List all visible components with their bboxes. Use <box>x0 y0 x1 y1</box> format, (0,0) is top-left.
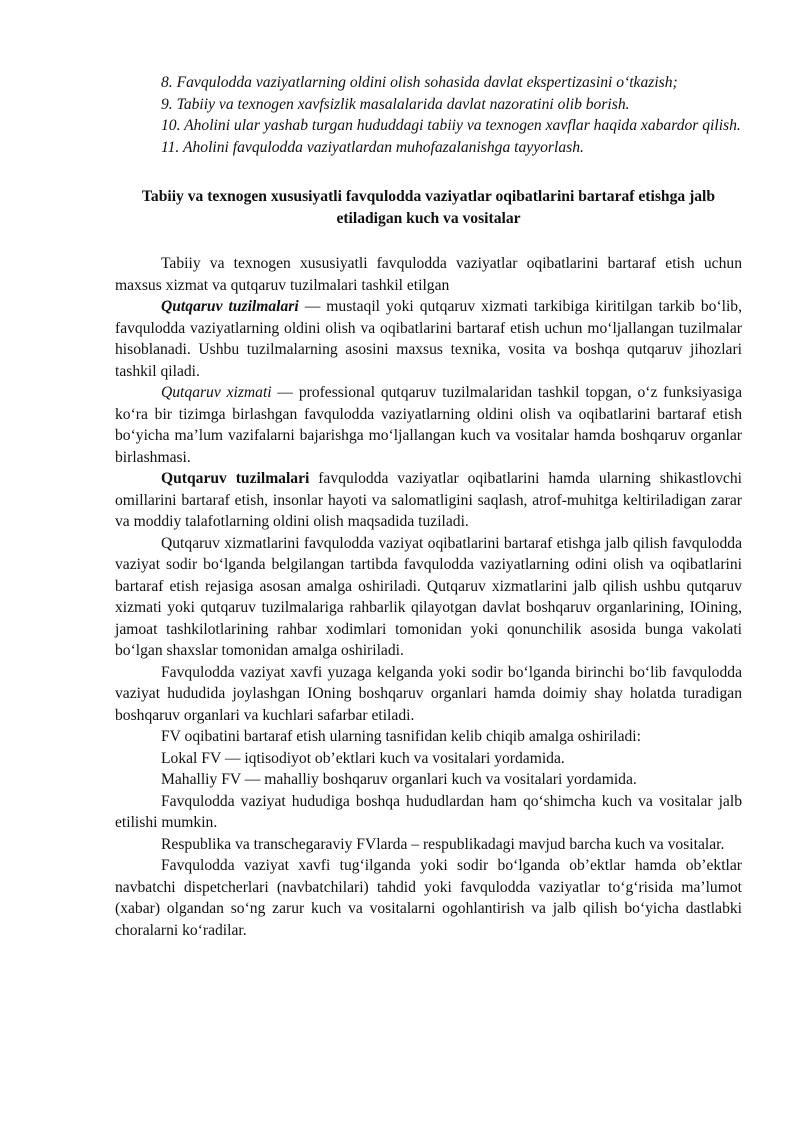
list-item-9: 9. Tabiiy va texnogen xavfsizlik masalalarida davlat nazoratini olib borish. <box>161 95 630 113</box>
list-item-8: 8. Favqulodda vaziyatlarning oldini olish sohasida davlat ekspertizasini o‘tkazish; <box>161 74 678 91</box>
paragraph-dispatchers: Favqulodda vaziyat xavfi tug‘ilganda yoki sodir bo‘lganda ob’ektlar hamda ob’ektlar navbatchi dispetcherlari (navbatchilari) tahdid yoki favqulodda vaziyatlar to‘g‘risida ma’lumot (xabar) olgandan so‘ng zarur kuch va vositalarni ogohlantirish va jalb qilish bo‘yicha dastlabki choralarni ko‘radilar. <box>115 857 742 939</box>
definition-rescue-units: — mustaqil yoki qutqaruv xizmati tarkibiga kiritilgan tarkib bo‘lib, favqulodda vaziyatlarning oldini olish va oqibatlarini bartaraf etish uchun mo‘ljallangan tuzilmalar hisoblanadi. Ushbu tuzilmalarning asosini maxsus texnika, vosita va boshqa qutqaruv jihozlari tashkil qiladi. <box>115 298 742 380</box>
paragraph-engagement: Qutqaruv xizmatlarini favqulodda vaziyat oqibatlarini bartaraf etishga jalb qilish favqulodda vaziyat sodir bo‘lganda belgilangan tartibda favqulodda vaziyatlarning odini olish va oqibatlarini bartaraf etish rejasiga asosan amalga oshiriladi. Qutqaruv xizmatlarini jalb qilish ushbu qutqaruv xizmati yoki qutqaruv tuzilmalariga rahbarlik qilayotgan davlat boshqaruv organlarining, IOining, jamoat tashkilotlarining rahbar xodimlari tomonidan yoki qonunchilik asosida bunga vakolati bo‘lgan shaxslar tomonidan amalga oshiriladi. <box>115 534 742 659</box>
section-heading: Tabiiy va texnogen xususiyatli favqulodda vaziyatlar oqibatlarini bartaraf etishga jalb etiladigan kuch va vositalar <box>141 188 716 227</box>
paragraph-republic: Respublika va transchegaraviy FVlarda – respublikadagi mavjud barcha kuch va vositalar. <box>161 835 725 853</box>
purpose-rescue-units: favqulodda vaziyatlar oqibatlarini hamda ularning shikastlovchi omillarini bartaraf etish, insonlar hayoti va salomatligini saqlash, atrof-muhitga keltiriladigan zarar va moddiy talafotlarning oldini olish maqsadida tuziladi. <box>115 470 742 530</box>
document-page <box>115 72 742 941</box>
paragraph-rescue-units-definition <box>115 296 742 382</box>
paragraph-local: Lokal FV — iqtisodiyot ob’ektlari kuch va vositalari yordamida. <box>161 749 565 767</box>
term-rescue-units-bold: Qutqaruv tuzilmalari <box>161 470 310 487</box>
list-item-10: 10. Aholini ular yashab turgan hududdagi tabiiy va texnogen xavflar haqida xabardor qilish. <box>161 117 741 134</box>
paragraph-rescue-service-definition <box>115 382 742 468</box>
term-rescue-service: Qutqaruv xizmati <box>161 384 272 401</box>
list-item-11: 11. Aholini favqulodda vaziyatlardan muhofazalanishga tayyorlash. <box>161 138 584 156</box>
paragraph-regional: Mahalliy FV — mahalliy boshqaruv organlari kuch va vositalari yordamida. <box>161 771 637 788</box>
paragraph-additional-forces: Favqulodda vaziyat hududiga boshqa hududlardan ham qo‘shimcha kuch va vositalar jalb etilishi mumkin. <box>115 792 742 831</box>
paragraph-rescue-units-purpose <box>115 468 742 533</box>
term-rescue-units: Qutqaruv tuzilmalari <box>161 298 299 315</box>
definition-rescue-service: — professional qutqaruv tuzilmalaridan tashkil topgan, o‘z funksiyasiga ko‘ra bir tizimga birlashgan favqulodda vaziyatlarning oldini olish va oqibatlarini bartaraf etish bo‘yicha ma’lum vazifalarni bajarishga mo‘ljallangan kuch va vositalar hamda boshqaruv organlar birlashmasi. <box>115 384 742 466</box>
paragraph-classification: FV oqibatini bartaraf etish ularning tasnifidan kelib chiqib amalga oshiriladi: <box>161 728 641 745</box>
paragraph-mobilization: Favqulodda vaziyat xavfi yuzaga kelganda yoki sodir bo‘lganda birinchi bo‘lib favqulodda vaziyat hududida joylashgan IOning boshqaruv organlari hamda doimiy shay holatda turadigan boshqaruv organlari va kuchlari safarbar etiladi. <box>115 663 742 724</box>
paragraph-intro: Tabiiy va texnogen xususiyatli favqulodda vaziyatlar oqibatlarini bartaraf etish uchun maxsus xizmat va qutqaruv tuzilmalari tashkil etilgan <box>115 255 742 294</box>
